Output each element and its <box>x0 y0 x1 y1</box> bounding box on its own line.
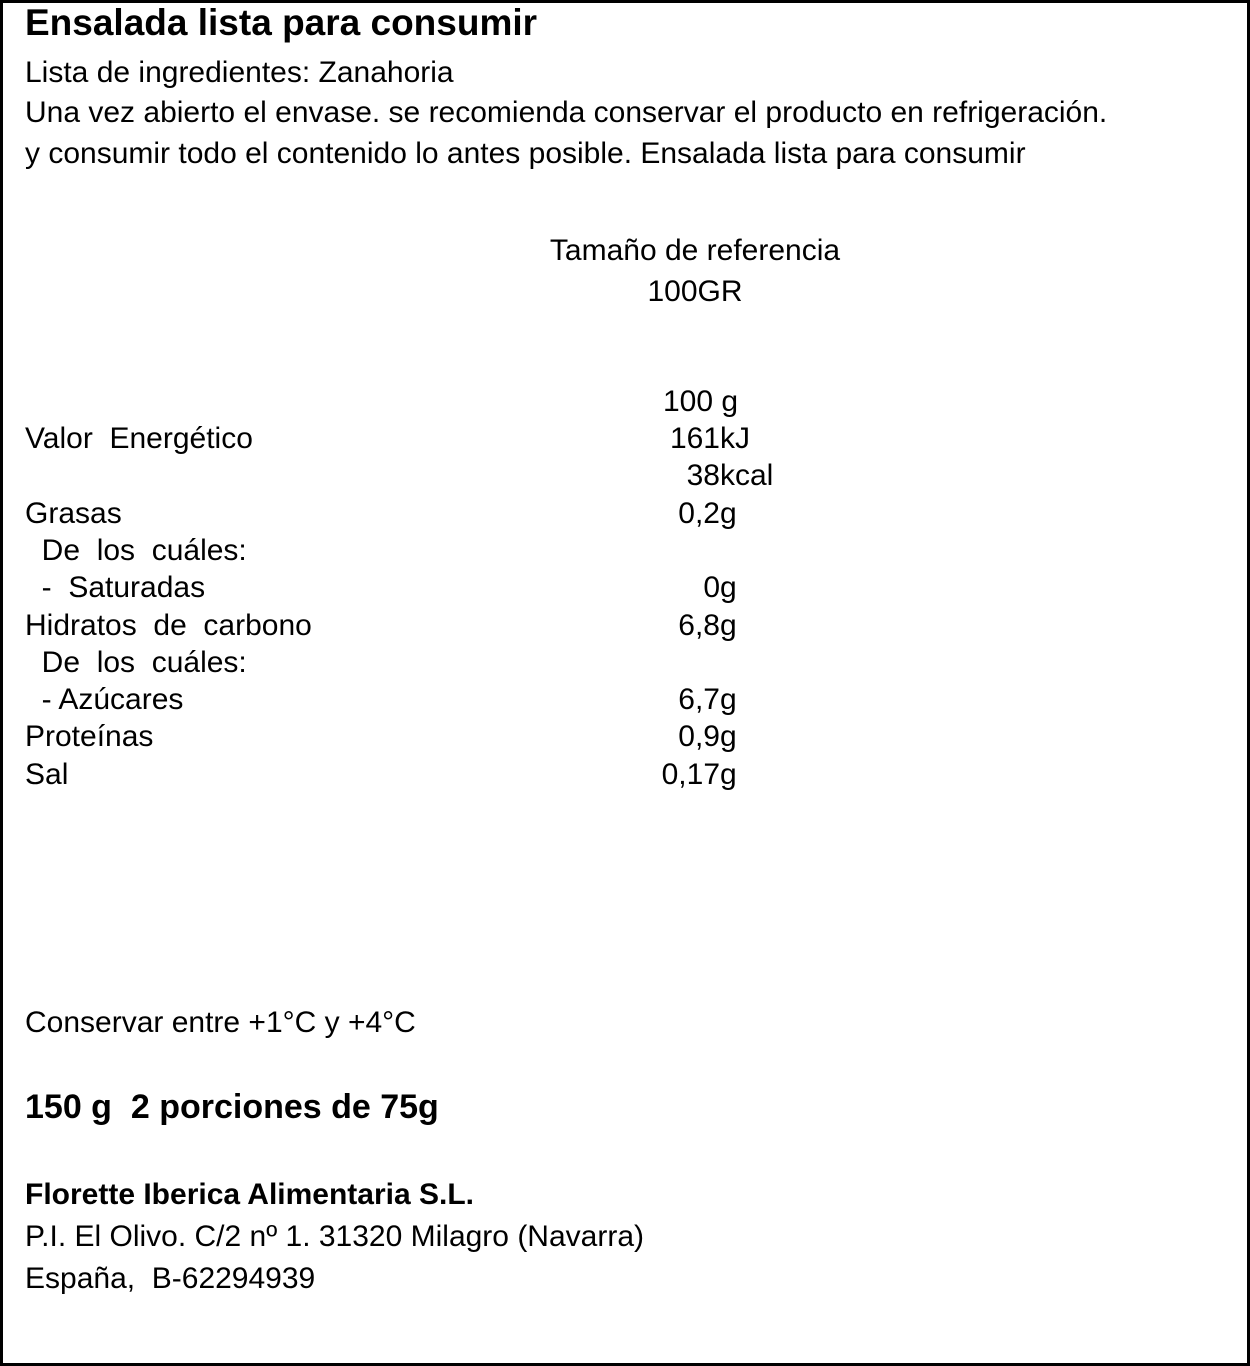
nutrition-row <box>0 573 1250 607</box>
nutrition-row <box>0 648 1250 682</box>
net-weight: 150 g 2 porciones de 75g <box>25 1088 439 1126</box>
nutrient-label: - Azúcares <box>25 683 184 716</box>
nutrient-unit: g <box>720 571 737 604</box>
reference-size-value: 100GR <box>647 275 743 308</box>
company-address: P.I. El Olivo. C/2 nº 1. 31320 Milagro (Navarra) <box>25 1220 644 1253</box>
ingredients-list: Lista de ingredientes: Zanahoria <box>25 56 454 89</box>
company-country-id: España, B-62294939 <box>25 1262 316 1295</box>
reference-size-label: Tamaño de referencia <box>549 234 841 267</box>
company-name: Florette Iberica Alimentaria S.L. <box>25 1178 475 1211</box>
nutrition-row <box>0 499 1250 533</box>
nutrition-row <box>0 461 1250 495</box>
nutrition-column-header: 100 g <box>663 385 739 418</box>
nutrient-label: De los cuáles: <box>25 646 247 679</box>
nutrition-row <box>0 760 1250 794</box>
nutrient-unit: kJ <box>720 422 750 455</box>
nutrient-label: - Saturadas <box>25 571 206 604</box>
nutrient-label: Proteínas <box>25 720 154 753</box>
nutrient-label: Valor Energético <box>25 422 253 455</box>
storage-temperature: Conservar entre +1°C y +4°C <box>25 1006 416 1039</box>
nutrient-label: De los cuáles: <box>25 534 247 567</box>
nutrient-unit: g <box>720 609 737 642</box>
nutrient-unit: g <box>720 758 737 791</box>
nutrient-value: 0,2 <box>678 497 720 530</box>
nutrition-row <box>0 685 1250 719</box>
nutrient-unit: g <box>720 497 737 530</box>
nutrient-label: Sal <box>25 758 69 791</box>
product-title: Ensalada lista para consumir <box>25 2 538 43</box>
nutrient-value: 38 <box>686 459 720 492</box>
nutrient-value: 6,8 <box>678 609 720 642</box>
nutrient-unit: g <box>720 720 737 753</box>
nutrient-label: Grasas <box>25 497 122 530</box>
nutrition-row <box>0 536 1250 570</box>
nutrient-value: 0,17 <box>661 758 720 791</box>
storage-advice-line-2: y consumir todo el contenido lo antes posible. Ensalada lista para consumir <box>25 137 1026 170</box>
nutrient-value: 6,7 <box>678 683 720 716</box>
storage-advice-line-1: Una vez abierto el envase. se recomienda conservar el producto en refrigeración. <box>25 96 1108 129</box>
nutrient-value: 161 <box>669 422 720 455</box>
nutrient-value: 0 <box>703 571 720 604</box>
nutrient-label: Hidratos de carbono <box>25 609 312 642</box>
nutrient-unit: g <box>720 683 737 716</box>
nutrient-unit: kcal <box>720 459 774 492</box>
nutrient-value: 0,9 <box>678 720 720 753</box>
nutrition-row <box>0 424 1250 458</box>
nutrition-row <box>0 722 1250 756</box>
nutrition-row <box>0 611 1250 645</box>
